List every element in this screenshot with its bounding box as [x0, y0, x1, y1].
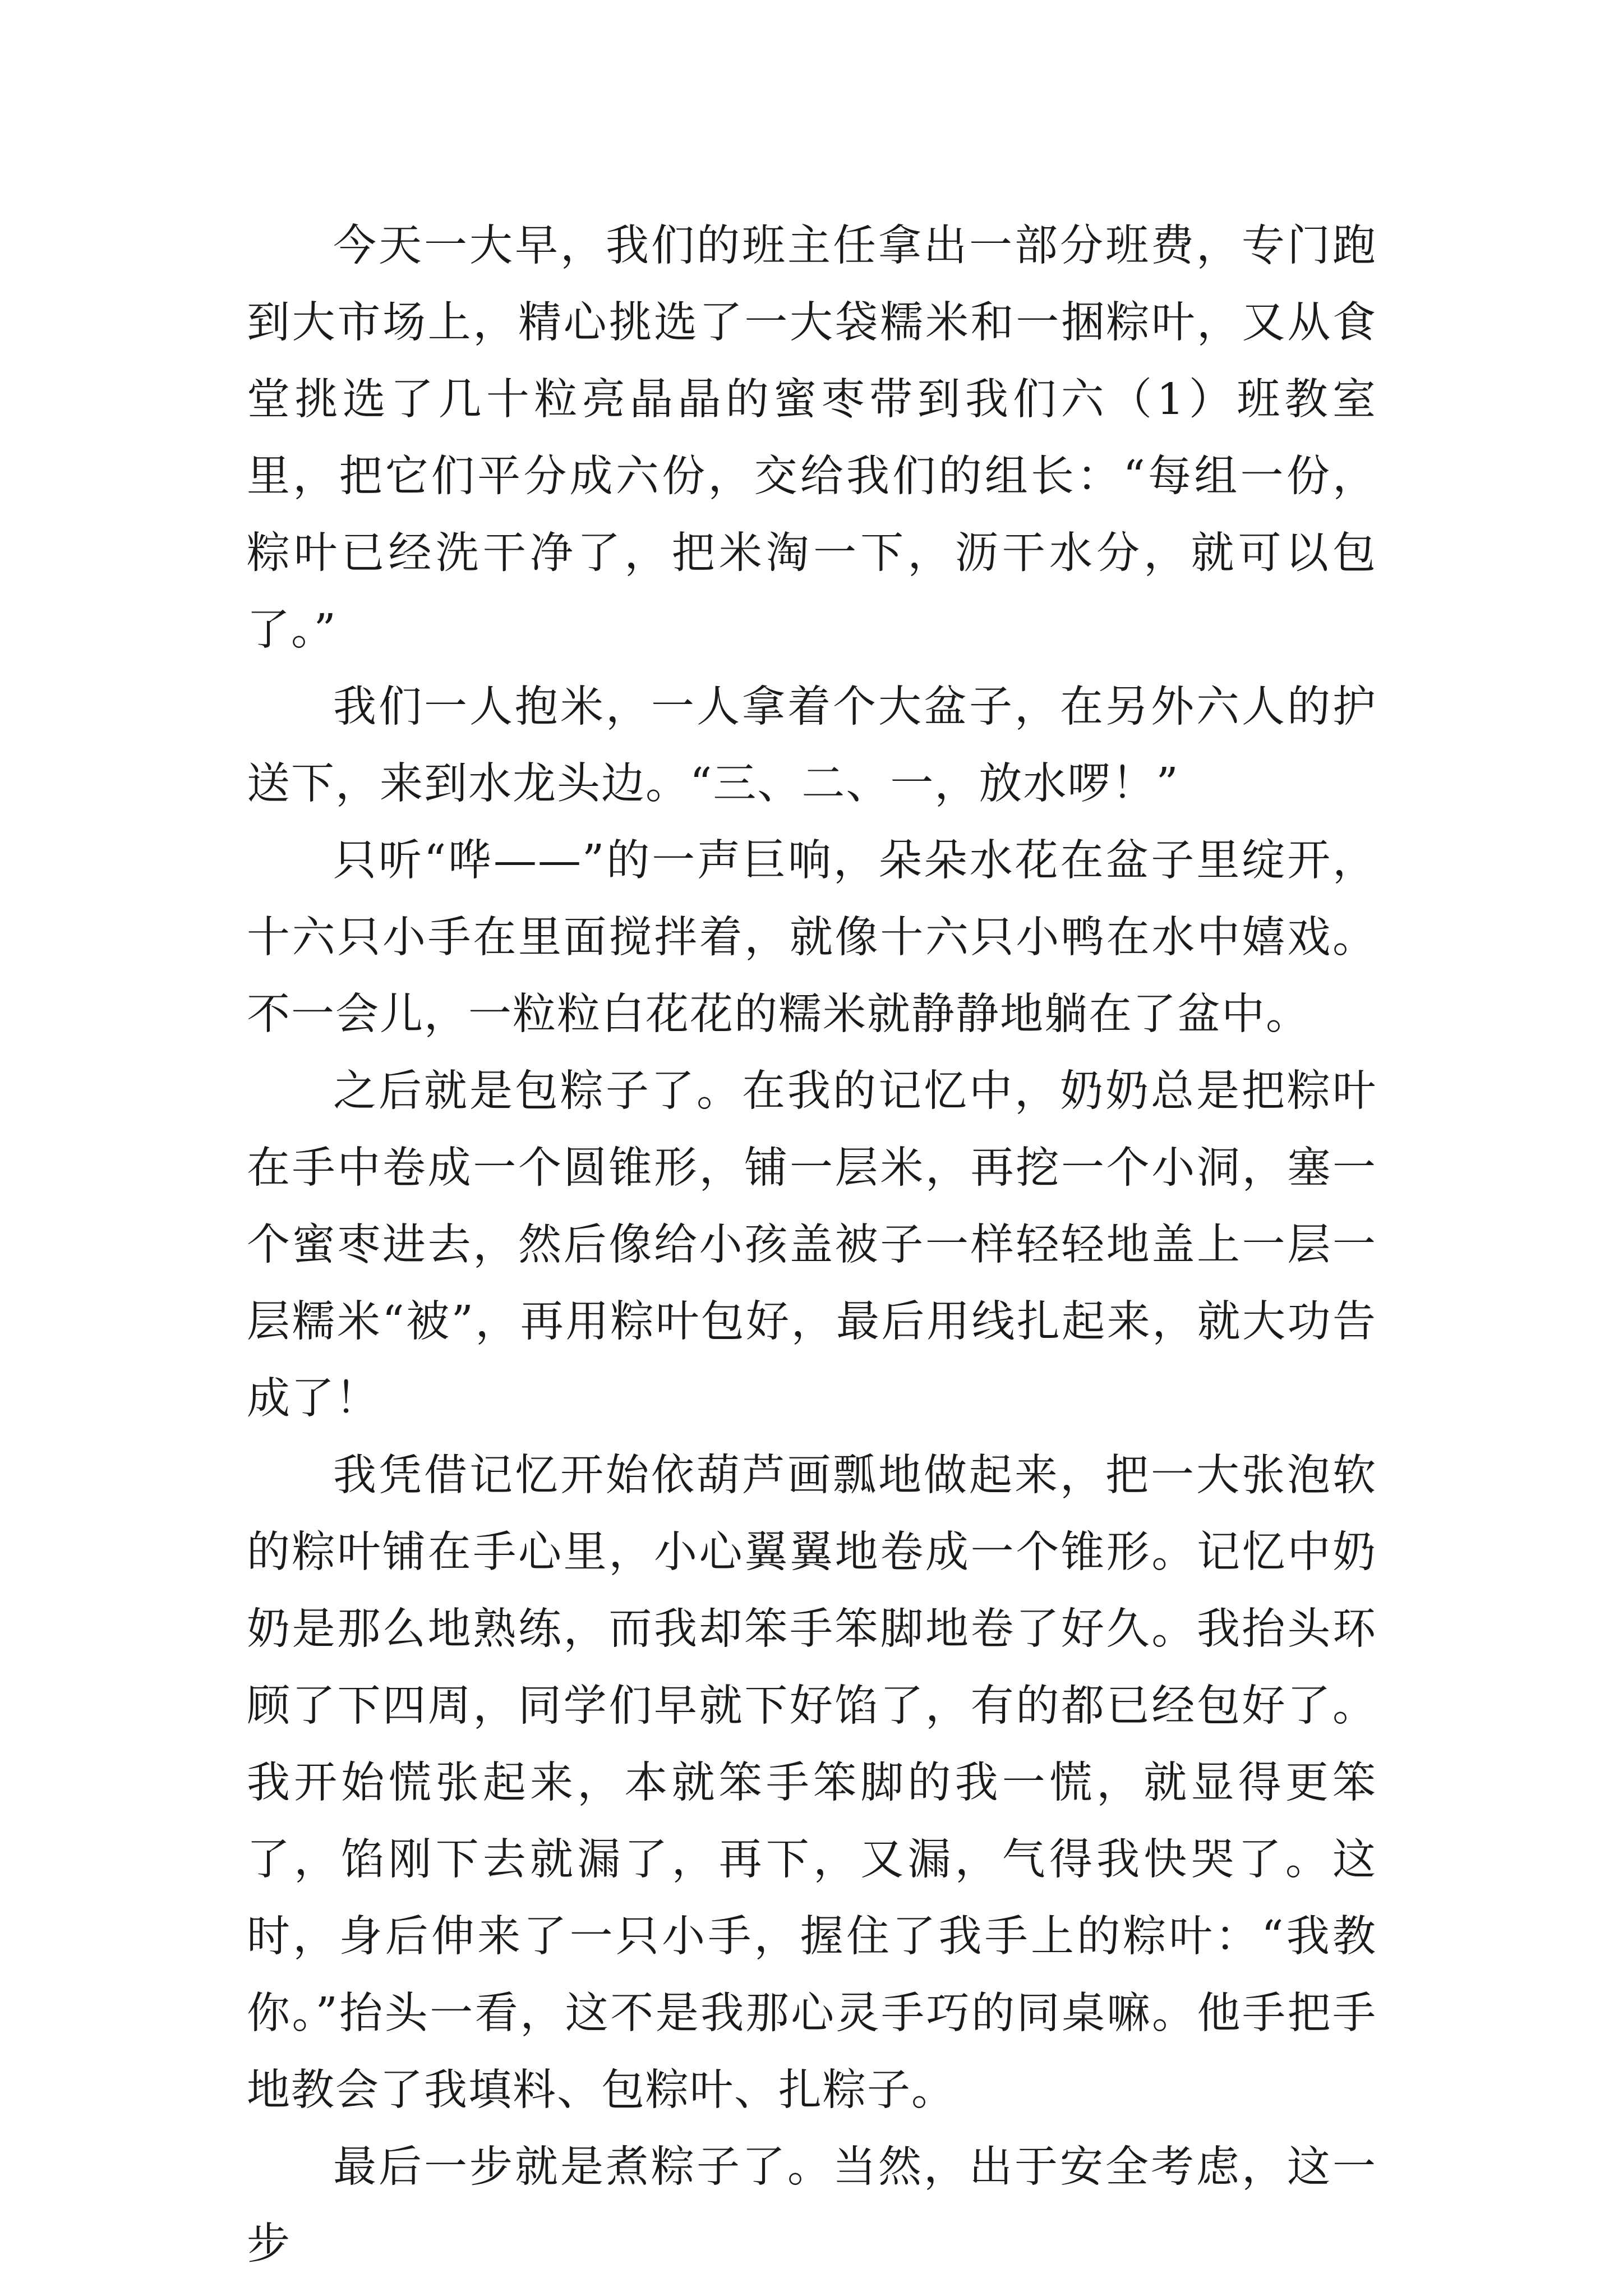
paragraph: 最后一步就是煮粽子了。当然，出于安全考虑，这一步 [247, 2142, 1377, 2269]
paragraph: 今天一大早，我们的班主任拿出一部分班费，专门跑到大市场上，精心挑选了一大袋糯米和一捆粽叶，又从食堂挑选了几十粒亮晶晶的蜜枣带到我们六（1）班教室里，把它们平分成六份，交给我们的组长：“每组一份，粽叶已经洗干净了，把米淘一下，沥干水分，就可以包了。” [247, 221, 1377, 655]
paragraph: 我们一人抱米，一人拿着个大盆子，在另外六人的护送下，来到水龙头边。“三、二、一，放水啰！” [247, 682, 1377, 809]
paragraph: 只听“哗——”的一声巨响，朵朵水花在盆子里绽开，十六只小手在里面搅拌着，就像十六只小鸭在水中嬉戏。不一会儿，一粒粒白花花的糯米就静静地躺在了盆中。 [247, 836, 1377, 1039]
paragraph: 我凭借记忆开始依葫芦画瓢地做起来，把一大张泡软的粽叶铺在手心里，小心翼翼地卷成一个锥形。记忆中奶奶是那么地熟练，而我却笨手笨脚地卷了好久。我抬头环顾了下四周，同学们早就下好馅了，有的都已经包好了。我开始慌张起来，本就笨手笨脚的我一慌，就显得更笨了，馅刚下去就漏了，再下，又漏，气得我快哭了。这时，身后伸来了一只小手，握住了我手上的粽叶：“我教你。”抬头一看，这不是我那心灵手巧的同桌嘛。他手把手地教会了我填料、包粽叶、扎粽子。 [247, 1451, 1377, 2115]
paragraph: 之后就是包粽子了。在我的记忆中，奶奶总是把粽叶在手中卷成一个圆锥形，铺一层米，再挖一个小洞，塞一个蜜枣进去，然后像给小孩盖被子一样轻轻地盖上一层一层糯米“被”，再用粽叶包好，最后用线扎起来，就大功告成了！ [247, 1066, 1377, 1424]
body-text [247, 208, 1377, 2283]
